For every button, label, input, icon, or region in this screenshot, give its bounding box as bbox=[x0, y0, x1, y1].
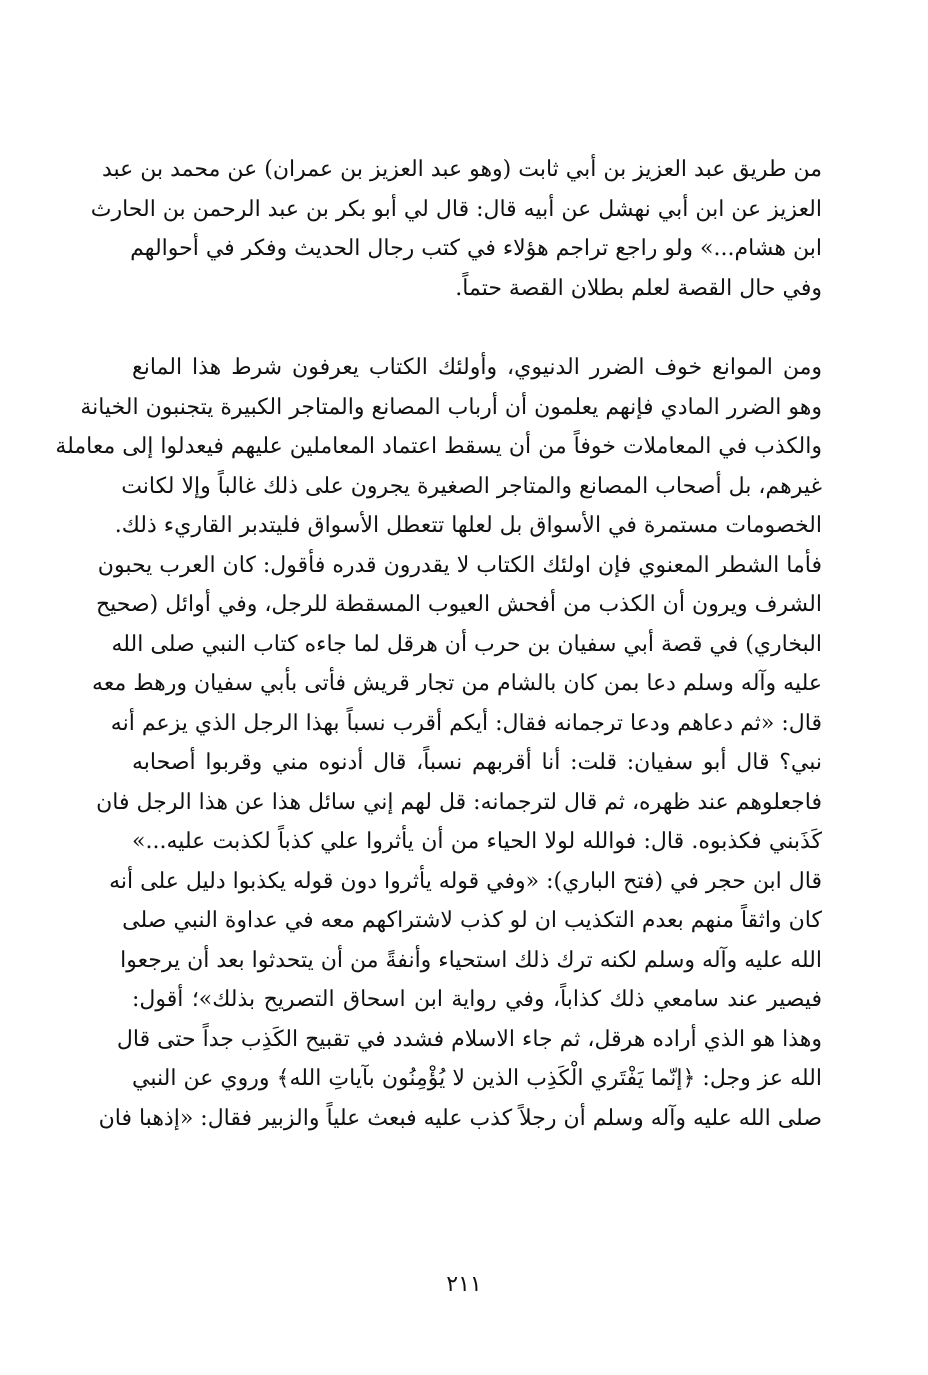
paragraph-1 bbox=[90, 150, 822, 308]
text-line: فاجعلوهم عند ظهره، ثم قال لترجمانه: قل لهم إني سائل هذا عن هذا الرجل فان bbox=[96, 789, 822, 815]
text-line: صلى الله عليه وآله وسلم أن رجلاً كذب عليه فبعث علياً والزبير فقال: «إذهبا فان bbox=[98, 1105, 822, 1131]
text-line: قال: «ثم دعاهم ودعا ترجمانه فقال: أيكم أقرب نسباً بهذا الرجل الذي يزعم أنه bbox=[110, 710, 822, 736]
text-line: فأما الشطر المعنوي فإن اولئك الكتاب لا يقدرون قدره فأقول: كان العرب يحبون bbox=[97, 552, 822, 578]
text-line: قال ابن حجر في (فتح الباري): «وفي قوله يأثروا دون قوله يكذبوا دليل على أنه bbox=[109, 868, 822, 894]
text-line: ابن هشام...» ولو راجع تراجم هؤلاء في كتب رجال الحديث وفكر في أحوالهم bbox=[130, 236, 822, 261]
text-line: كَذَبني فكذبوه. قال: فوالله لولا الحياء من أن يأثروا علي كذباً لكذبت عليه...» bbox=[132, 829, 822, 854]
text-line: البخاري) في قصة أبي سفيان بن حرب أن هرقل لما جاءه كتاب النبي صلى الله bbox=[111, 631, 822, 657]
text-line: الخصومات مستمرة في الأسواق بل لعلها تتعطل الأسواق فليتدبر القاريء ذلك. bbox=[114, 513, 822, 538]
text-line: الشرف ويرون أن الكذب من أفحش العيوب المسقطة للرجل، وفي أوائل (صحيح bbox=[95, 592, 822, 617]
text-line: فيصير عند سامعي ذلك كذاباً، وفي رواية ابن اسحاق التصريح بذلك»؛ أقول: bbox=[132, 987, 822, 1012]
text-line: وفي حال القصة لعلم بطلان القصة حتماً. bbox=[455, 275, 822, 301]
paragraph-2 bbox=[55, 348, 822, 1138]
text-line: وهذا هو الذي أراده هرقل، ثم جاء الاسلام فشدد في تقبيح الكَذِب جداً حتى قال bbox=[116, 1026, 822, 1052]
text-line: العزيز عن ابن أبي نهشل عن أبيه قال: قال لي أبو بكر بن عبد الرحمن بن الحارث bbox=[90, 196, 822, 222]
text-line: ومن الموانع خوف الضرر الدنيوي، وأولئك الكتاب يعرفون شرط هذا المانع bbox=[132, 355, 822, 380]
text-line: كان واثقاً منهم بعدم التكذيب ان لو كذب لاشتراكهم معه في عداوة النبي صلى bbox=[122, 908, 822, 933]
text-line: الله عليه وآله وسلم لكنه ترك ذلك استحياء وأنفةً من أن يتحدثوا بعد أن يرجعوا bbox=[120, 947, 822, 973]
text-line: نبي؟ قال أبو سفيان: قلت: أنا أقربهم نسباً، قال أدنوه مني وقربوا أصحابه bbox=[132, 750, 822, 775]
page-number: ٢١١ bbox=[446, 1272, 482, 1297]
text-line: من طريق عبد العزيز بن أبي ثابت (وهو عبد العزيز بن عمران) عن محمد بن عبد bbox=[101, 157, 822, 182]
text-line: والكذب في المعاملات خوفاً من أن يسقط اعتماد المعاملين عليهم فيعدلوا إلى معاملة bbox=[55, 434, 822, 459]
text-line: وهو الضرر المادي فإنهم يعلمون أن أرباب المصانع والمتاجر الكبيرة يتجنبون الخيانة bbox=[80, 394, 822, 420]
text-line: الله عز وجل: ﴿إنّما يَفْتَري الْكَذِب الذين لا يُؤْمِنُون بآياتِ الله﴾ وروي عن النبي bbox=[132, 1066, 822, 1091]
text-line: غيرهم، بل أصحاب المصانع والمتاجر الصغيرة يجرون على ذلك غالباً وإلا لكانت bbox=[121, 473, 822, 499]
text-line: عليه وآله وسلم دعا بمن كان بالشام من تجار قريش فأتى بأبي سفيان ورهط معه bbox=[92, 671, 822, 696]
